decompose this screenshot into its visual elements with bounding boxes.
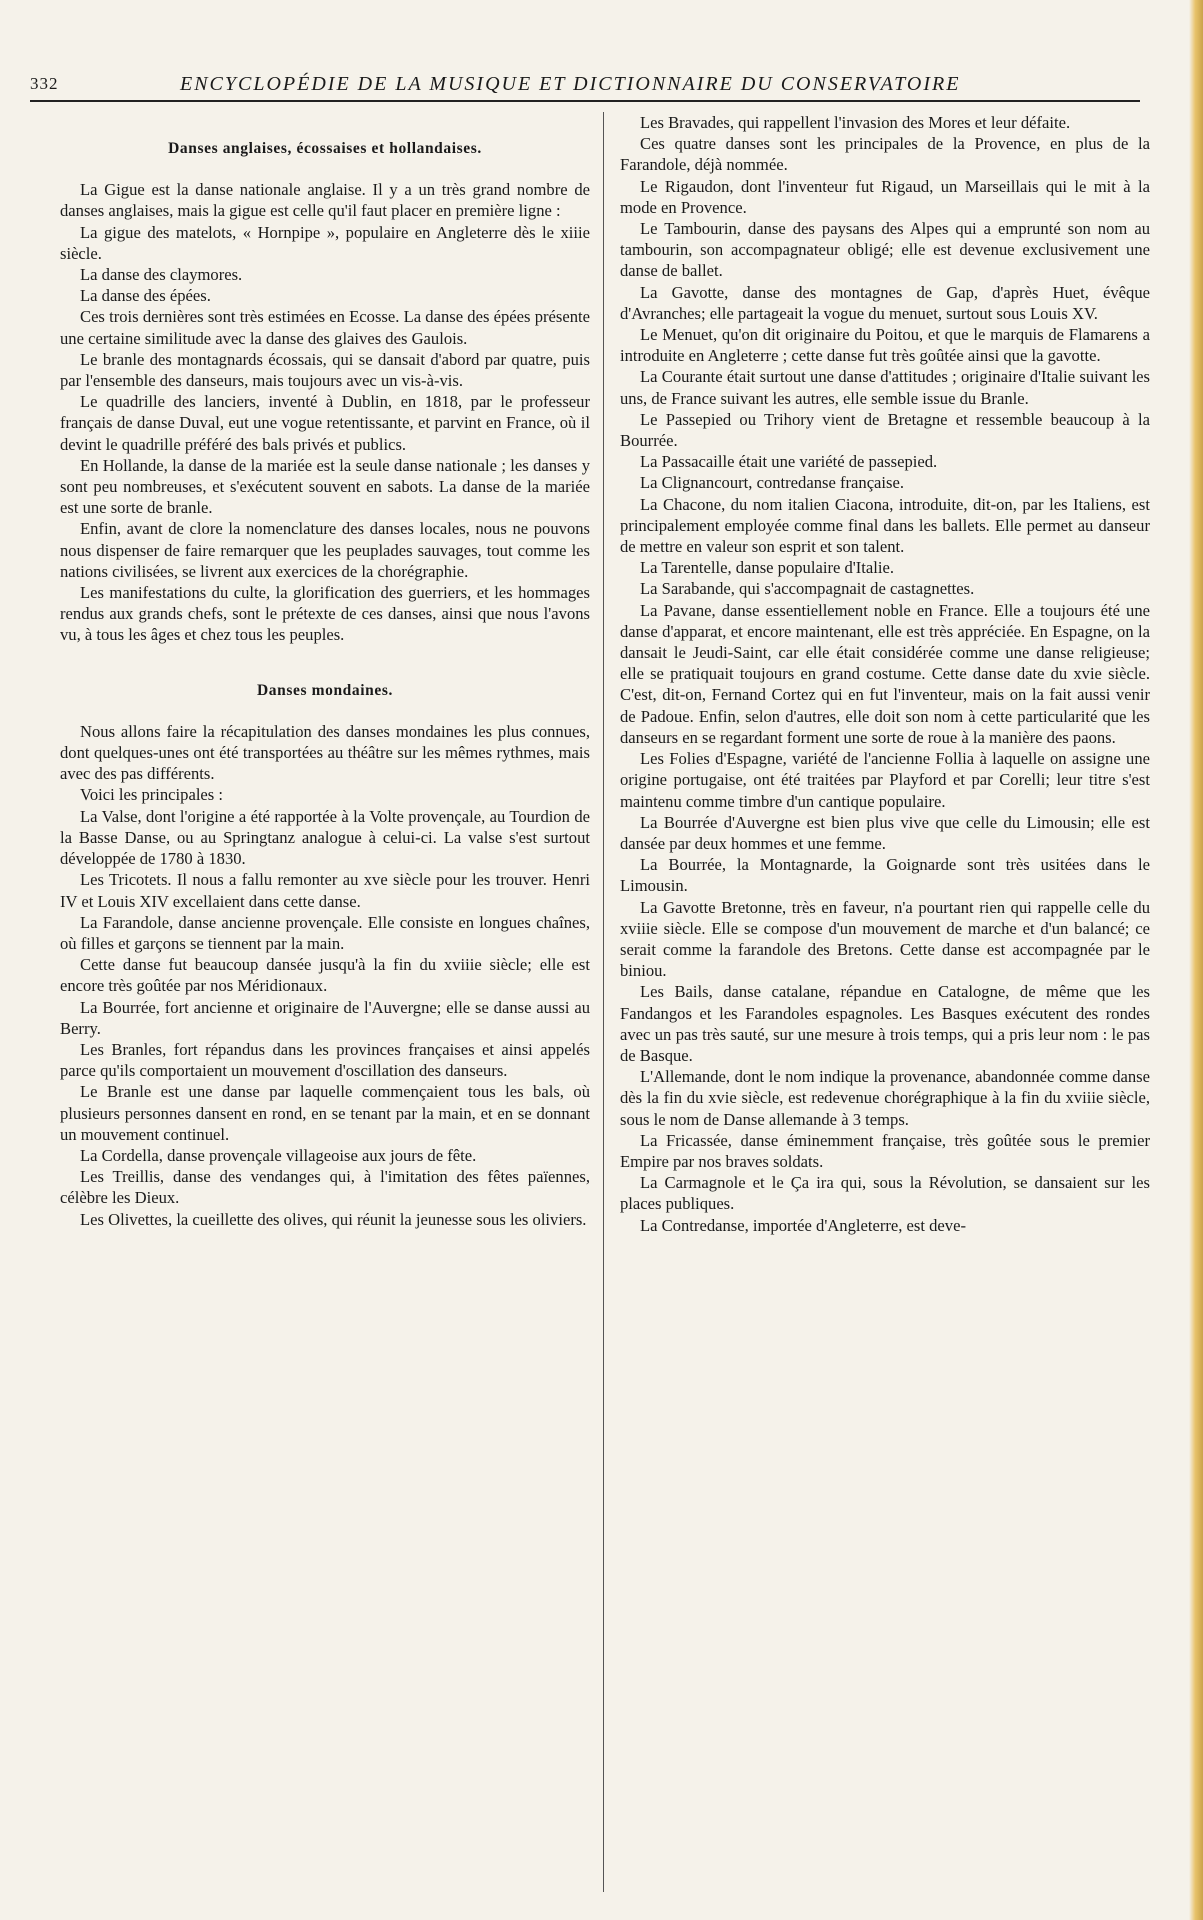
paragraph: Le Rigaudon, dont l'inventeur fut Rigaud, un Marseillais qui le mit à la mode en Provence. [620,176,1150,217]
paragraph: La Gavotte, danse des montagnes de Gap, d'après Huet, évêque d'Avranches; elle partageait la vogue du menuet, surtout sous Louis XV. [620,282,1150,323]
paragraph: La danse des claymores. [80,265,243,285]
paragraph: La Gavotte Bretonne, très en faveur, n'a pourtant rien qui rappelle celle du xviiie siècle. Elle se compose d'un mouvement de marche et d'un balancé; ce serait comme la farandole des Bretons. Cette danse est accompagnée par le biniou. [620,897,1150,981]
section-title-mondaines: Danses mondaines. [257,681,393,699]
paragraph: La Pavane, danse essentiellement noble en France. Elle a toujours été une danse d'apparat, et encore maintenant, elle est très appréciée. En Espagne, on la dansait le Jeudi-Saint, car elle était considérée comme une danse religieuse; elle se pratiquait toujours en grand costume. Cette danse date du xvie siècle. C'est, dit-on, Fernand Cortez qui en fut l'inventeur, mais on la fait aussi venir de Padoue. Enfin, selon d'autres, elle doit son nom à cette particularité que les danseurs en se regardant forment une sorte de roue à la manière des paons. [620,600,1150,747]
paragraph: Les Treillis, danse des vendanges qui, à l'imitation des fêtes païennes, célèbre les Dieux. [60,1167,590,1208]
paragraph: Les Branles, fort répandus dans les provinces françaises et ainsi appelés parce qu'ils comportaient un mouvement d'oscillation des danseurs. [60,1039,590,1081]
page-header [30,74,1140,102]
running-title: ENCYCLOPÉDIE DE LA MUSIQUE ET DICTIONNAIRE DU CONSERVATOIRE [180,73,961,95]
page-number: 332 [30,74,59,93]
paragraph: Les manifestations du culte, la glorification des guerriers, et les hommages rendus aux grands chefs, sont le prétexte de ces danses, ainsi que nous l'avons vu, à tous les âges et chez tous les peuples. [60,583,590,645]
paragraph: La Bourrée, fort ancienne et originaire de l'Auvergne; elle se danse aussi au Berry. [60,997,590,1038]
page-edge [1189,0,1203,1920]
paragraph: L'Allemande, dont le nom indique la provenance, abandonnée comme danse dès la fin du xvie siècle, est redevenue chorégraphique à la fin du xviiie siècle, sous le nom de Danse allemande à 3 temps. [620,1067,1150,1129]
paragraph: La Tarentelle, danse populaire d'Italie. [640,558,895,578]
column-divider [603,112,604,1892]
paragraph: La Cordella, danse provençale villageoise aux jours de fête. [80,1145,477,1165]
paragraph: La Contredanse, importée d'Angleterre, est deve- [640,1215,966,1235]
paragraph: Enfin, avant de clore la nomenclature des danses locales, nous ne pouvons nous dispenser de faire remarquer que les peuplades sauvages, tout comme les nations civilisées, se livrent aux exercices de la chorégraphie. [60,519,590,581]
paragraph: Le Branle est une danse par laquelle commençaient tous les bals, où plusieurs personnes dansent en rond, en se tenant par la main, et en se donnant un mouvement continuel. [60,1082,590,1144]
paragraph: Les Folies d'Espagne, variété de l'ancienne Follia à laquelle on assigne une origine portugaise, ont été traitées par Playford et par Corelli; leur titre s'est maintenu comme timbre d'un cantique populaire. [620,749,1150,811]
paragraph: Cette danse fut beaucoup dansée jusqu'à la fin du xviiie siècle; elle est encore très goûtée par nos Méridionaux. [60,955,590,996]
paragraph: Les Tricotets. Il nous a fallu remonter au xve siècle pour les trouver. Henri IV et Louis XIV excellaient dans cette danse. [60,870,590,911]
paragraph: La danse des épées. [80,286,211,306]
paragraph: Les Olivettes, la cueillette des olives, qui réunit la jeunesse sous les oliviers. [80,1209,587,1229]
paragraph: Le Passepied ou Trihory vient de Bretagne et ressemble beaucoup à la Bourrée. [620,409,1150,451]
paragraph: Le Menuet, qu'on dit originaire du Poitou, et que le marquis de Flamarens a introduite en Angleterre ; cette danse fut très goûtée ainsi que la gavotte. [620,325,1150,366]
right-column [620,112,1150,1902]
paragraph: La Sarabande, qui s'accompagnait de castagnettes. [640,579,975,599]
paragraph: La Courante était surtout une danse d'attitudes ; originaire d'Italie suivant les uns, de France suivant les autres, elle semble issue du Branle. [620,367,1150,408]
paragraph: Nous allons faire la récapitulation des danses mondaines les plus connues, dont quelques-unes ont été transportées au théâtre sur les mêmes rythmes, mais avec des pas différents. [60,721,590,784]
paragraph: La Passacaille était une variété de passepied. [640,452,938,472]
paragraph: La Chacone, du nom italien Ciacona, introduite, dit-on, par les Italiens, est principalement employée comme final dans les ballets. Elle permet au danseur de mettre en valeur son esprit et son talent. [620,494,1150,557]
paragraph: Ces quatre danses sont les principales de la Provence, en plus de la Farandole, déjà nommée. [620,134,1150,175]
paragraph: Les Bravades, qui rappellent l'invasion des Mores et leur défaite. [640,113,1071,132]
paragraph: La Bourrée, la Montagnarde, la Goignarde sont très usitées dans le Limousin. [620,855,1150,896]
paragraph: La Gigue est la danse nationale anglaise. Il y a un très grand nombre de danses anglaises, mais la gigue est celle qu'il faut placer en première ligne : [60,180,590,221]
section-title-anglaises: Danses anglaises, écossaises et hollandaises. [168,140,482,157]
paragraph: La Fricassée, danse éminemment française, très goûtée sous le premier Empire par nos braves soldats. [620,1130,1150,1171]
paragraph: Les Bails, danse catalane, répandue en Catalogne, de même que les Fandangos et les Farandoles espagnoles. Les Basques exécutent des rondes avec un pas très sauté, sur une mesure à trois temps, qui a pris leur nom : le pas de Basque. [620,982,1150,1065]
paragraph: La Bourrée d'Auvergne est bien plus vive que celle du Limousin; elle est dansée par deux hommes et une femme. [620,812,1150,853]
left-column [60,112,590,1902]
paragraph: La gigue des matelots, « Hornpipe », populaire en Angleterre dès le xiiie siècle. [60,222,590,263]
paragraph: Le quadrille des lanciers, inventé à Dublin, en 1818, par le professeur français de danse Duval, eut une vogue retentissante, et parvint en France, où il devint le quadrille préféré des bals privés et publics. [60,392,590,454]
paragraph: Voici les principales : [80,785,224,805]
paragraph: La Farandole, danse ancienne provençale. Elle consiste en longues chaînes, où filles et garçons se tiennent par la main. [60,912,590,953]
paragraph: La Clignancourt, contredanse française. [640,473,905,493]
paragraph: Le branle des montagnards écossais, qui se dansait d'abord par quatre, puis par l'ensemble des danseurs, mais toujours avec un vis-à-vis. [60,349,590,391]
paragraph: La Valse, dont l'origine a été rapportée à la Volte provençale, au Tourdion de la Basse Danse, ou au Springtanz analogue à celui-ci. La valse s'est surtout développée de 1780 à 1830. [60,806,590,869]
paragraph: La Carmagnole et le Ça ira qui, sous la Révolution, se dansaient sur les places publiques. [620,1173,1150,1214]
paragraph: Le Tambourin, danse des paysans des Alpes qui a emprunté son nom au tambourin, son accompagnateur obligé; elle est devenue exclusivement une danse de ballet. [620,219,1150,281]
paragraph: Ces trois dernières sont très estimées en Ecosse. La danse des épées présente une certaine similitude avec la danse des glaives des Gaulois. [60,307,590,348]
paragraph: En Hollande, la danse de la mariée est la seule danse nationale ; les danses y sont peu nombreuses, et s'exécutent souvent en sabots. La danse de la mariée est une sorte de branle. [60,455,590,518]
